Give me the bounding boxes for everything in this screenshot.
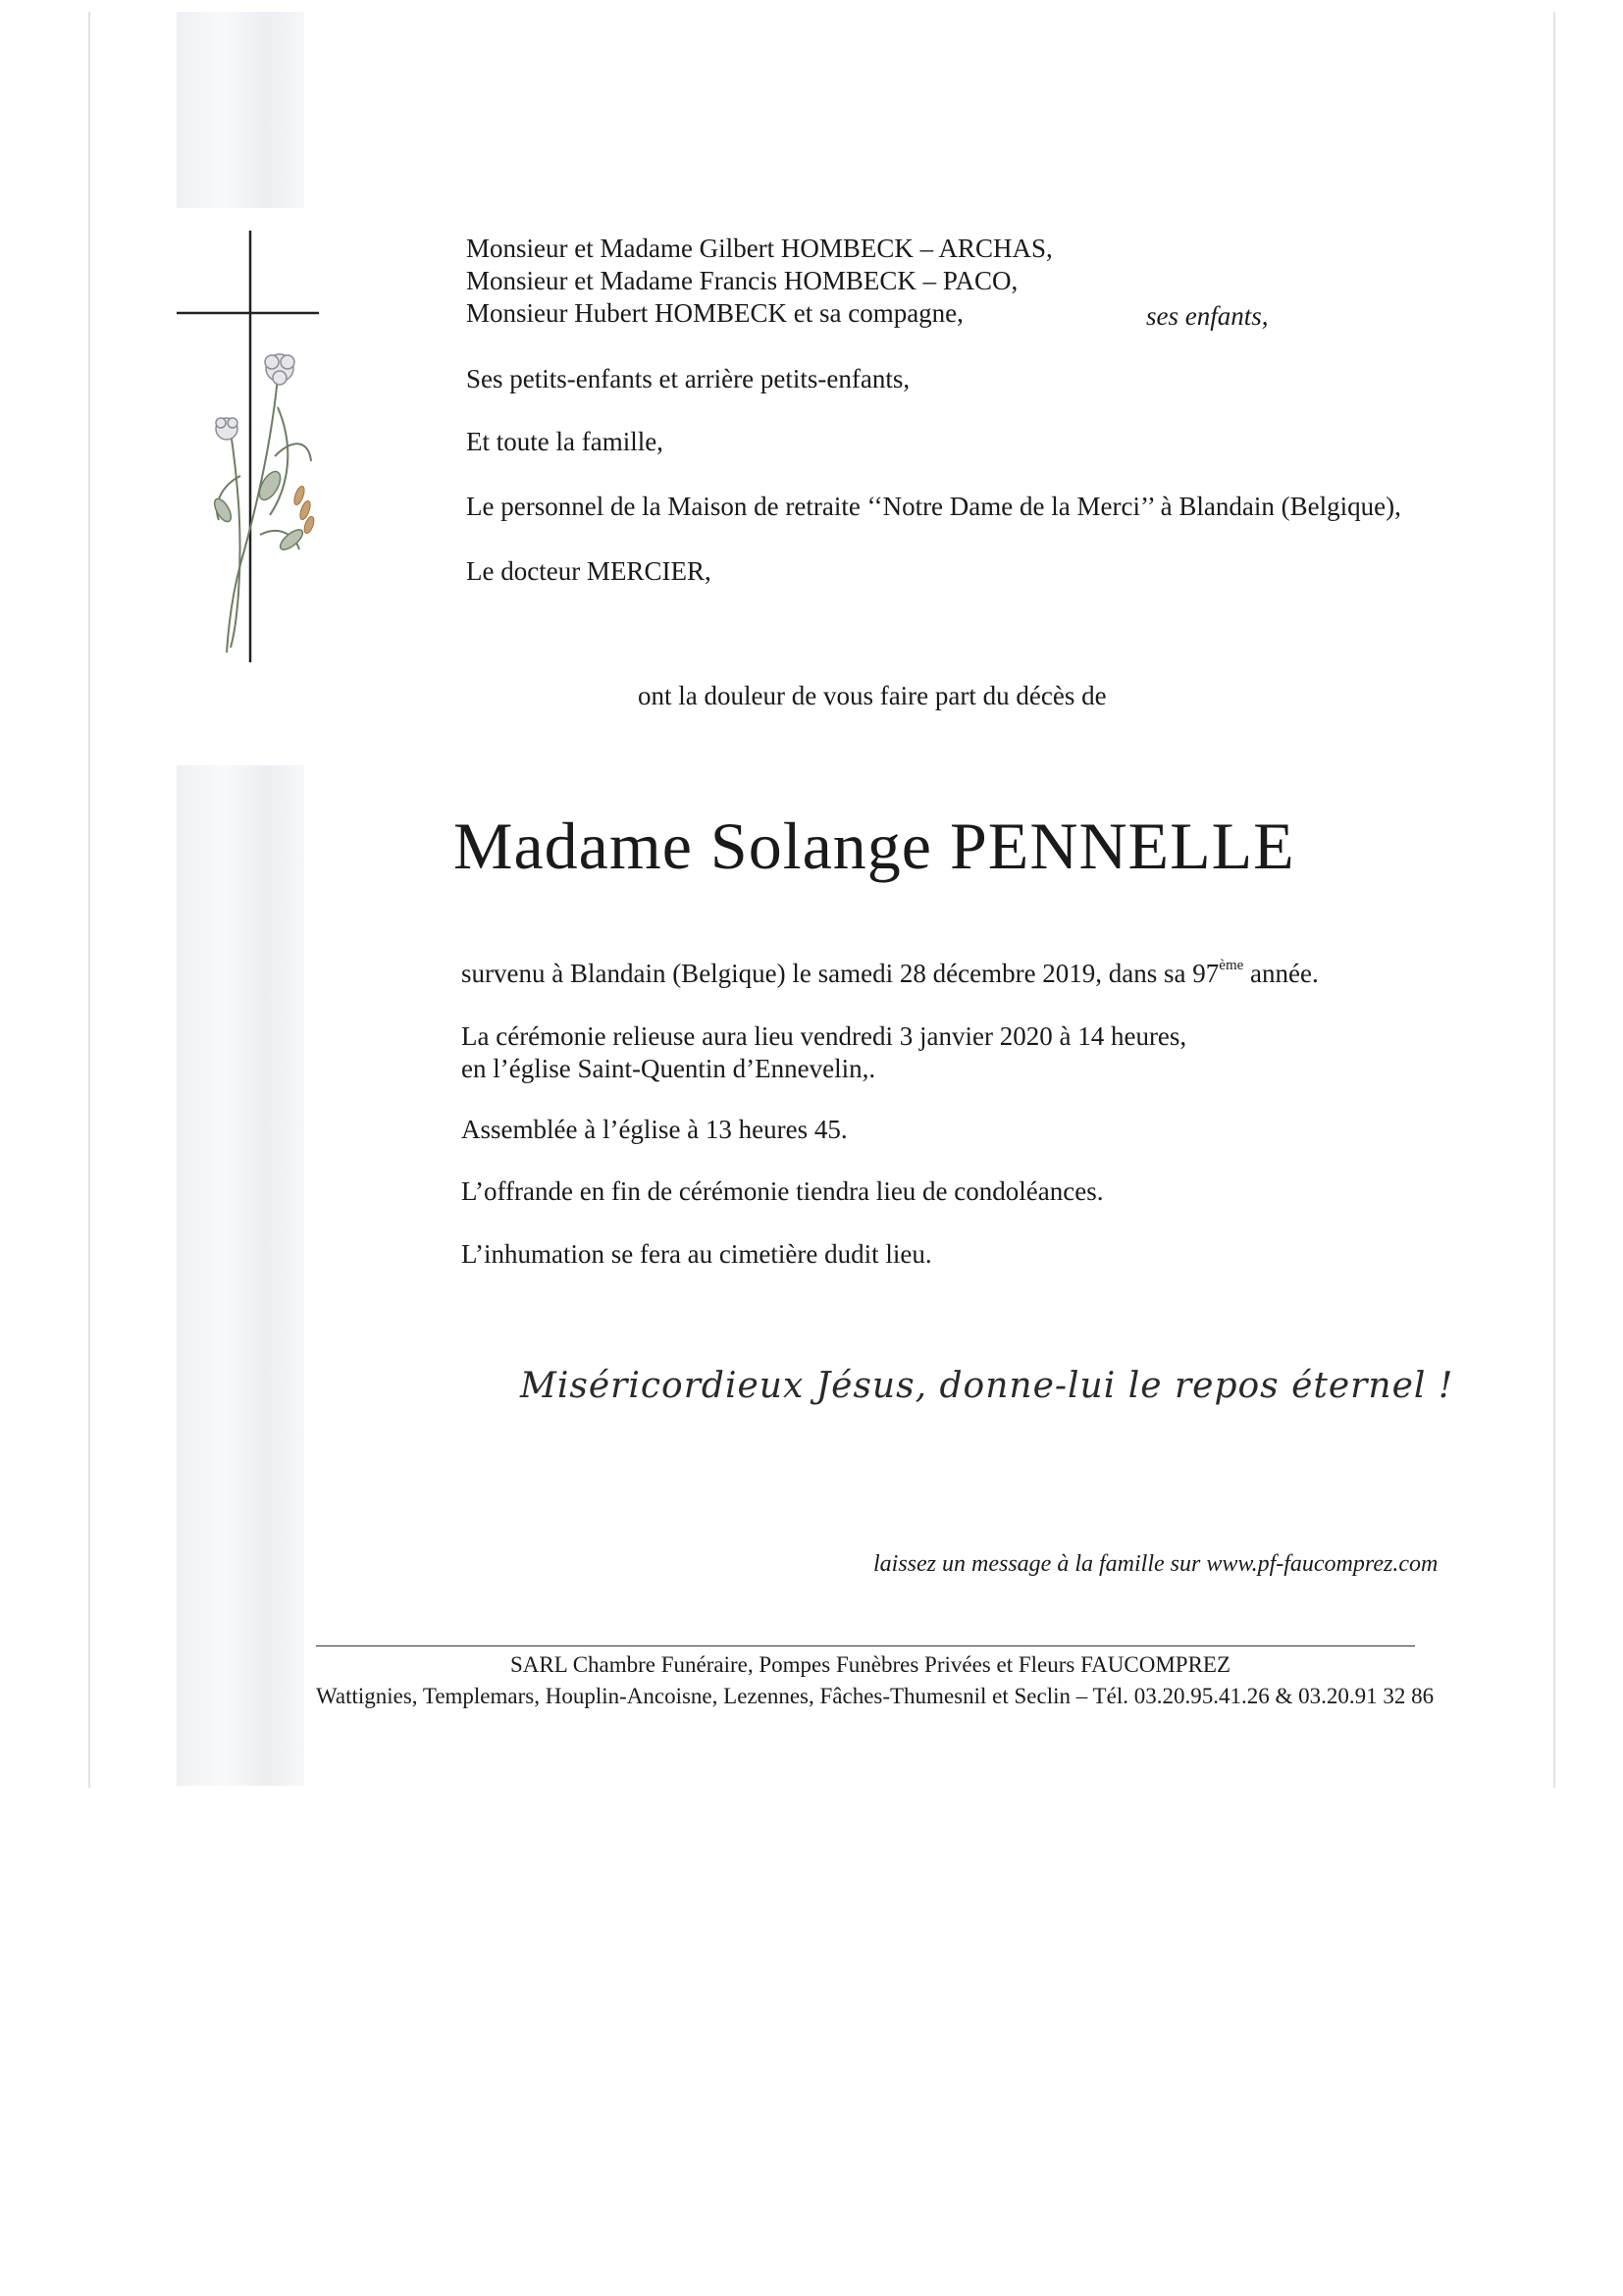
family-line-1: Monsieur et Madame Gilbert HOMBECK – ARCHAS,: [466, 234, 1053, 263]
family-line-2: Monsieur et Madame Francis HOMBECK – PACO,: [466, 266, 1019, 295]
footer-company: SARL Chambre Funéraire, Pompes Funèbres Privées et Fleurs FAUCOMPREZ: [510, 1652, 1231, 1677]
death-info: [461, 958, 1319, 990]
announcement-line: ont la douleur de vous faire part du décès de: [638, 681, 1107, 710]
ceremony-line-2: en l’église Saint-Quentin d’Ennevelin,.: [461, 1054, 876, 1083]
death-info-main: survenu à Blandain (Belgique) le samedi 28 décembre 2019, dans sa 97: [461, 959, 1220, 988]
children-label: ses enfants,: [1146, 301, 1269, 331]
ceremony-line-1: La cérémonie relieuse aura lieu vendredi 3 janvier 2020 à 14 heures,: [461, 1021, 1187, 1051]
death-info-end: année.: [1243, 959, 1319, 988]
family-line: Et toute la famille,: [466, 427, 663, 456]
flower-bouquet-icon: [201, 339, 329, 662]
ribbon-top: [177, 12, 304, 208]
prayer-line: Miséricordieux Jésus, donne-lui le repos éternel !: [520, 1366, 1454, 1406]
staff-line: Le personnel de la Maison de retraite ‘‘Notre Dame de la Merci’’ à Blandain (Belgique),: [466, 492, 1401, 521]
offering-line: L’offrande en fin de cérémonie tiendra lieu de condoléances.: [461, 1176, 1104, 1206]
footer-rule: [316, 1645, 1415, 1646]
footer-locations: Wattignies, Templemars, Houplin-Ancoisne, Lezennes, Fâches-Thumesnil et Seclin – Tél. 03.20.95.41.26 & 03.20.91 32 86: [316, 1684, 1435, 1708]
burial-line: L’inhumation se fera au cimetière dudit lieu.: [461, 1239, 932, 1269]
right-page-edge: [1553, 12, 1555, 1788]
death-info-sup: ème: [1219, 958, 1244, 973]
ribbon-bottom: [177, 765, 304, 1786]
website-message: laissez un message à la famille sur www.pf-faucomprez.com: [873, 1551, 1439, 1577]
grandchildren-line: Ses petits-enfants et arrière petits-enfants,: [466, 364, 911, 393]
left-page-edge: [88, 12, 90, 1788]
family-line-3: Monsieur Hubert HOMBECK et sa compagne,: [466, 298, 964, 328]
deceased-name: Madame Solange PENNELLE: [453, 809, 1295, 883]
doctor-line: Le docteur MERCIER,: [466, 556, 711, 586]
assembly-line: Assemblée à l’église à 13 heures 45.: [461, 1115, 848, 1144]
